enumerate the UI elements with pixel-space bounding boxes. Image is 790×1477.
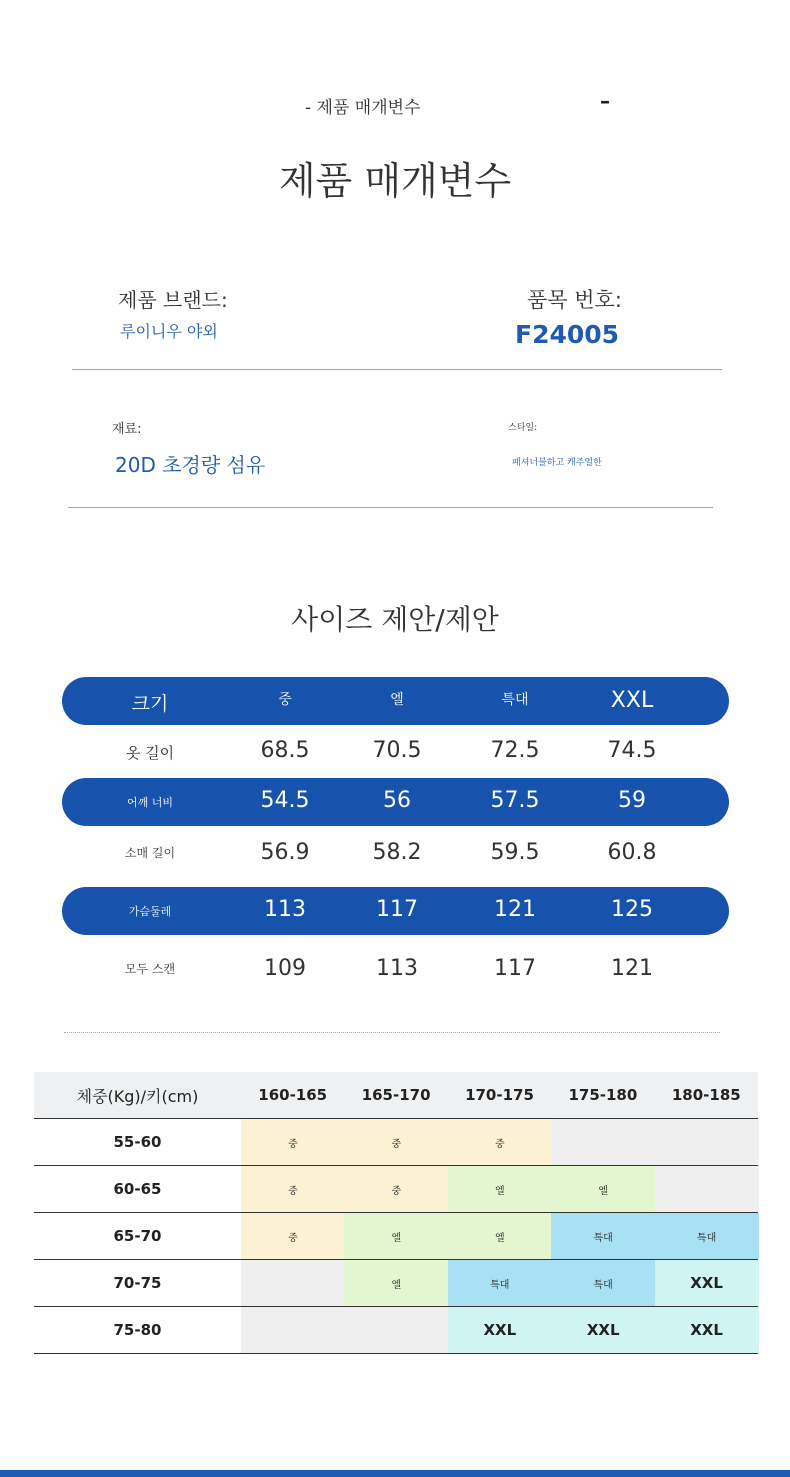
spec-divider-2 [68, 507, 713, 508]
brand-value: 루이니우 야외 [120, 322, 218, 341]
size-value-cell: 117 [376, 897, 418, 922]
size-recommendation-cell [655, 1166, 759, 1212]
size-recommendation-cell: 특대 [551, 1260, 655, 1306]
brand-label: 제품 브랜드: [118, 288, 228, 312]
size-recommendation-cell: 중 [241, 1213, 345, 1259]
size-recommendation-cell: XXL [551, 1307, 655, 1353]
size-header-cell: 중 [278, 692, 292, 708]
size-recommendation-cell: XXL [655, 1260, 759, 1306]
size-recommendation-cell: 엘 [344, 1260, 448, 1306]
style-label: 스타일: [508, 423, 538, 433]
size-value-cell: 117 [494, 956, 536, 981]
material-label: 재료: [112, 422, 142, 437]
style-value: 패셔너블하고 캐주얼한 [512, 458, 602, 468]
size-header-cell: 특대 [501, 692, 529, 708]
bottom-bar [0, 1470, 790, 1477]
size-value-cell: 113 [264, 897, 306, 922]
size-recommendation-cell: 엘 [551, 1166, 655, 1212]
size-row-label: 소매 길이 [124, 846, 176, 860]
size-value-cell: 56 [383, 788, 411, 813]
height-range-header: 180-185 [671, 1086, 741, 1104]
weight-range-label: 75-80 [113, 1321, 162, 1339]
size-row-label: 가슴둘레 [128, 905, 172, 918]
height-range-header: 175-180 [568, 1086, 638, 1104]
size-recommendation-cell: 중 [448, 1119, 552, 1165]
page-title: 제품 매개변수 [278, 159, 512, 203]
size-recommendation-cell: 중 [344, 1119, 448, 1165]
size-recommendation-cell: 중 [344, 1166, 448, 1212]
size-header-label: 크기 [131, 693, 169, 715]
size-recommendation-cell [241, 1260, 345, 1306]
subtitle-dash: – [600, 89, 610, 113]
size-row-label: 어깨 너비 [126, 796, 173, 809]
size-recommendation-cell [655, 1119, 759, 1165]
height-range-header: 160-165 [258, 1086, 328, 1104]
size-recommendation-cell: 중 [241, 1119, 345, 1165]
size-recommendation-cell: 특대 [551, 1213, 655, 1259]
size-value-cell: 70.5 [372, 738, 422, 763]
size-value-cell: 109 [264, 956, 306, 981]
size-value-cell: 121 [611, 956, 653, 981]
size-recommendation-cell: 엘 [448, 1166, 552, 1212]
row-divider [34, 1353, 758, 1354]
section-subtitle: - 제품 매개변수 [305, 98, 421, 118]
size-recommendation-cell: XXL [448, 1307, 552, 1353]
weight-range-label: 65-70 [113, 1227, 162, 1245]
size-recommendation-cell: XXL [655, 1307, 759, 1353]
size-value-cell: 60.8 [607, 840, 657, 865]
material-value: 20D 초경량 섬유 [115, 453, 266, 477]
item-number-value: F24005 [515, 320, 620, 349]
weight-range-label: 55-60 [113, 1133, 162, 1151]
size-header-cell: 엘 [390, 692, 404, 708]
size-value-cell: 68.5 [260, 738, 310, 763]
size-recommendation-cell [344, 1307, 448, 1353]
size-row-label: 옷 길이 [125, 744, 175, 762]
size-recommendation-cell: 중 [241, 1166, 345, 1212]
size-value-cell: 72.5 [490, 738, 540, 763]
size-value-cell: 54.5 [260, 788, 310, 813]
size-recommendation-cell: 특대 [655, 1213, 759, 1259]
size-value-cell: 58.2 [372, 840, 422, 865]
size-value-cell: 59.5 [490, 840, 540, 865]
weight-range-label: 60-65 [113, 1180, 162, 1198]
height-range-header: 165-170 [361, 1086, 431, 1104]
weight-table-corner: 체중(Kg)/키(cm) [76, 1086, 199, 1106]
item-number-label: 품목 번호: [527, 288, 622, 312]
size-value-cell: 121 [494, 897, 536, 922]
size-recommendation-cell [241, 1307, 345, 1353]
dotted-divider [64, 1032, 720, 1033]
size-recommendation-cell [551, 1119, 655, 1165]
size-recommendation-cell: 특대 [448, 1260, 552, 1306]
size-header-cell: XXL [610, 688, 654, 713]
size-value-cell: 125 [611, 897, 653, 922]
size-recommendation-cell: 엘 [344, 1213, 448, 1259]
spec-divider [72, 369, 722, 370]
size-value-cell: 59 [618, 788, 646, 813]
size-value-cell: 113 [376, 956, 418, 981]
size-section-title: 사이즈 제안/제안 [291, 603, 499, 636]
size-value-cell: 56.9 [260, 840, 310, 865]
size-recommendation-cell: 엘 [448, 1213, 552, 1259]
size-value-cell: 57.5 [490, 788, 540, 813]
height-range-header: 170-175 [465, 1086, 534, 1104]
weight-range-label: 70-75 [113, 1274, 162, 1292]
size-row-label: 모두 스캔 [124, 962, 176, 976]
size-value-cell: 74.5 [607, 738, 657, 763]
